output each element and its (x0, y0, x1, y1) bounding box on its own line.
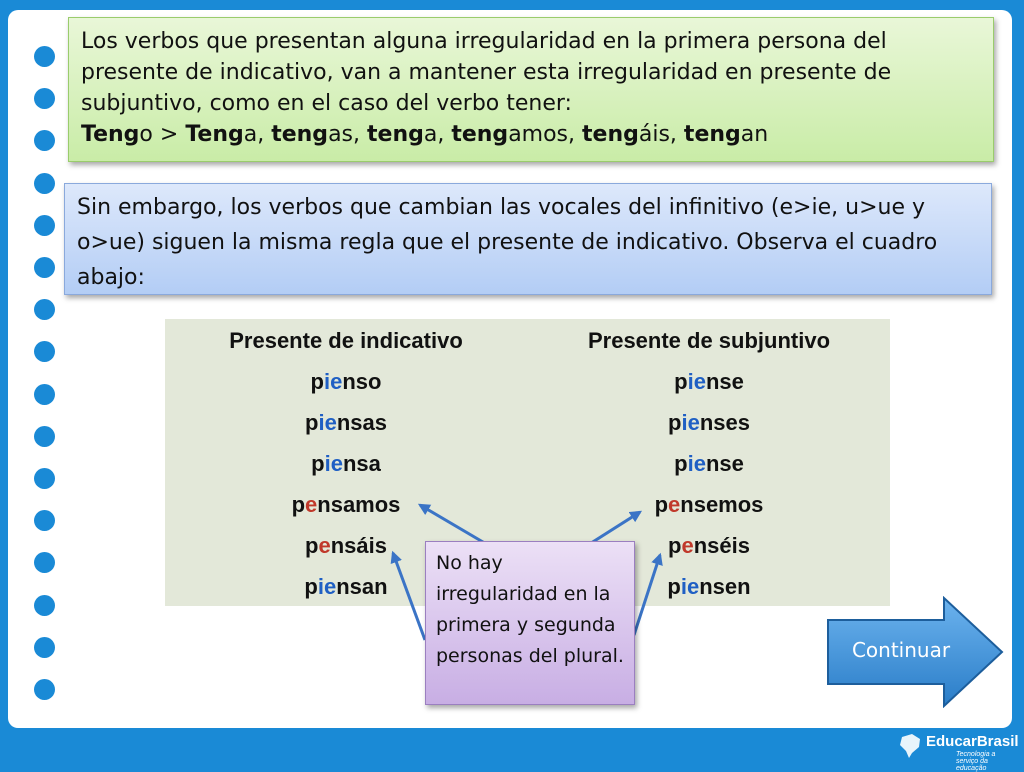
indicativo-header: Presente de indicativo (229, 328, 463, 353)
form-end: nsemos (680, 492, 764, 517)
form-end: nséis (693, 533, 750, 558)
tener-text-line-2: presente de indicativo, van a mantener esta irregularidad en presente de (81, 60, 892, 85)
form-end: nse (705, 369, 744, 394)
tener-ending: an (740, 122, 769, 147)
notebook-hole (34, 468, 55, 489)
indicativo-form (165, 444, 527, 484)
notebook-hole (34, 637, 55, 658)
tener-stem: Teng (81, 122, 140, 147)
tener-stem: teng (683, 122, 741, 147)
form-start: p (311, 451, 325, 476)
form-vowel: e (681, 533, 694, 558)
tener-text-line-3: subjuntivo, como en el caso del verbo tener: (81, 91, 572, 116)
tener-conjugation-example (81, 119, 981, 150)
form-start: p (654, 492, 669, 517)
tener-stem: Teng (185, 122, 244, 147)
subjuntivo-form (528, 485, 890, 525)
form-start: p (304, 574, 318, 599)
notebook-hole (34, 595, 55, 616)
tener-ending: áis, (638, 122, 684, 147)
notebook-hole (34, 88, 55, 109)
continue-button-label: Continuar (851, 638, 951, 662)
form-end: nse (705, 451, 744, 476)
indicativo-form (165, 362, 527, 402)
form-vowel: ie (687, 369, 706, 394)
form-vowel: e (305, 492, 318, 517)
form-start: p (668, 410, 682, 435)
indicativo-form (165, 485, 527, 525)
form-end: nsen (699, 574, 751, 599)
notebook-hole (34, 46, 55, 67)
plural-callout-box (425, 541, 635, 705)
subjuntivo-form (528, 403, 890, 443)
form-end: nsáis (330, 533, 387, 558)
form-start: p (310, 369, 324, 394)
tener-explanation-box (68, 17, 994, 162)
continue-button[interactable] (826, 596, 1006, 708)
notebook-hole (34, 341, 55, 362)
form-start: p (305, 533, 319, 558)
form-vowel: ie (680, 574, 700, 599)
subjuntivo-form (528, 444, 890, 484)
form-vowel: e (318, 533, 331, 558)
form-end: nso (342, 369, 382, 394)
form-vowel: ie (323, 369, 343, 394)
tener-stem: teng (367, 122, 424, 147)
notebook-hole (34, 510, 55, 531)
subjuntivo-header: Presente de subjuntivo (587, 328, 831, 353)
form-start: p (667, 574, 681, 599)
notebook-hole (34, 130, 55, 151)
form-start: p (674, 451, 688, 476)
vowel-text-line-2: o>ue) siguen la misma regla que el presente de indicativo. Observa el cuadro (77, 230, 938, 255)
tener-ending: o > (139, 122, 186, 147)
logo-name: EducarBrasil (926, 733, 1019, 750)
notebook-hole (34, 426, 55, 447)
tener-text-line-1: Los verbos que presentan alguna irregularidad en la primera persona del (81, 29, 887, 54)
vowel-text-line-3: abajo: (77, 265, 145, 290)
notebook-hole (34, 173, 55, 194)
tener-stem: teng (271, 122, 329, 147)
form-vowel: e (668, 492, 681, 517)
form-end: nsan (336, 574, 388, 599)
tener-stem: teng (451, 122, 509, 147)
form-vowel: ie (317, 574, 337, 599)
tener-ending: as, (328, 122, 367, 147)
tener-ending: a, (423, 122, 452, 147)
tener-ending: a, (243, 122, 272, 147)
tener-stem: teng (582, 122, 639, 147)
tener-ending: amos, (508, 122, 583, 147)
notebook-hole (34, 215, 55, 236)
form-end: nsas (336, 410, 387, 435)
vowel-change-explanation-box (64, 183, 992, 295)
brazil-map-icon (898, 733, 922, 759)
form-start: p (305, 410, 319, 435)
subjuntivo-form (528, 362, 890, 402)
notebook-hole (34, 257, 55, 278)
form-end: nses (699, 410, 750, 435)
notebook-holes (34, 46, 56, 706)
logo-tagline: Tecnologia a serviço da educação (956, 751, 996, 772)
form-vowel: ie (318, 410, 337, 435)
form-start: p (668, 533, 682, 558)
callout-text: No hay irregularidad en la primera y segunda personas del plural. (436, 552, 624, 667)
notebook-hole (34, 552, 55, 573)
educarbrasil-logo (896, 733, 1019, 772)
form-end: nsa (342, 451, 381, 476)
form-start: p (291, 492, 306, 517)
indicativo-form (165, 403, 527, 443)
notebook-hole (34, 679, 55, 700)
form-vowel: ie (324, 451, 343, 476)
form-vowel: ie (681, 410, 700, 435)
vowel-text-line-1: Sin embargo, los verbos que cambian las vocales del infinitivo (e>ie, u>ue y (77, 195, 925, 220)
form-end: nsamos (317, 492, 401, 517)
notebook-hole (34, 299, 55, 320)
form-vowel: ie (687, 451, 706, 476)
notebook-hole (34, 384, 55, 405)
form-start: p (674, 369, 688, 394)
